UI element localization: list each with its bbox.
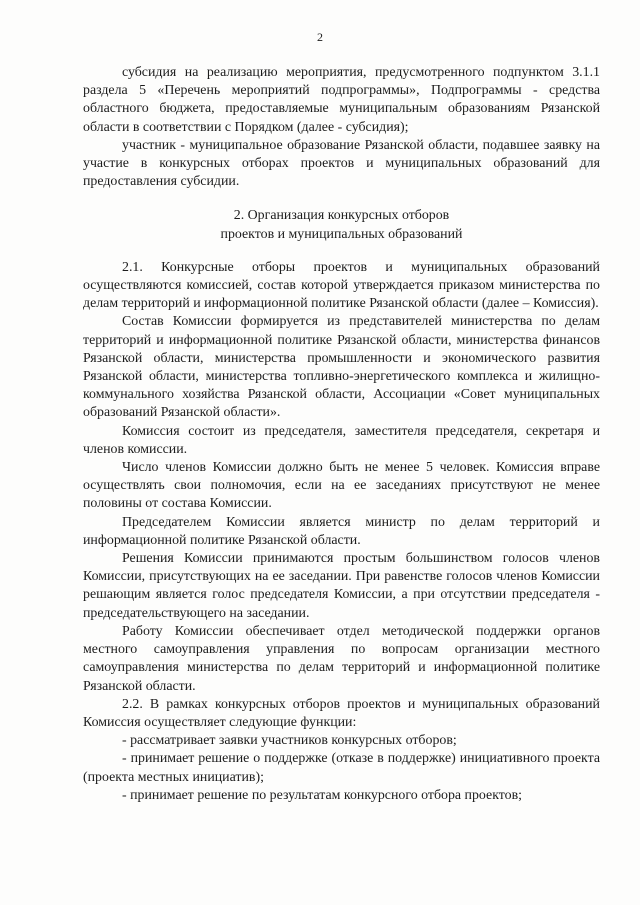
- section-title-line-1: 2. Организация конкурсных отборов: [233, 208, 450, 224]
- document-body: [83, 64, 600, 805]
- section-title-line-2: проектов и муниципальных образований: [220, 226, 463, 242]
- page-number: 2: [317, 30, 323, 44]
- function-item: - рассматривает заявки участников конкурсных отборов;: [122, 733, 457, 749]
- section-heading: [83, 207, 600, 243]
- commission-support: Работу Комиссии обеспечивает отдел методической поддержки органов местного самоуправления управления по вопросам организации местного самоуправления министерства по делам территорий и информационной политике Рязанской области.: [83, 623, 600, 694]
- function-item: - принимает решение по результатам конкурсного отбора проектов;: [122, 787, 523, 803]
- commission-quorum: Число членов Комиссии должно быть не менее 5 человек. Комиссия вправе осуществлять свои полномочия, если на ее заседаниях присутствуют не менее половины от состава Комиссии.: [83, 460, 600, 512]
- commission-chairman: Председателем Комиссии является министр по делам территорий и информационной политике Рязанской области.: [83, 514, 600, 548]
- commission-structure: Комиссия состоит из председателя, заместителя председателя, секретаря и членов комиссии.: [83, 423, 600, 457]
- definition-participant: участник - муниципальное образование Рязанской области, подавшее заявку на участие в конкурсных отборах проектов и муниципальных образований для предоставления субсидии.: [83, 137, 600, 190]
- commission-composition: Состав Комиссии формируется из представителей министерства по делам территорий и информационной политике Рязанской области, министерства финансов Рязанской области, министерства промышленности и экономического развития Рязанской области, министерства топливно-энергетического комплекса и жилищно-коммунального хозяйства Рязанской области, Ассоциации «Совет муниципальных образований Рязанской области».: [83, 314, 600, 421]
- function-item: - принимает решение о поддержке (отказе в поддержке) инициативного проекта (проекта местных инициатив);: [83, 751, 600, 785]
- definition-subsidy: субсидия на реализацию мероприятия, предусмотренного подпунктом 3.1.1 раздела 5 «Перечень мероприятий подпрограммы», Подпрограммы - средства областного бюджета, предоставляемые муниципальным образованиям Рязанской области в соответствии с Порядком (далее - субсидия);: [83, 65, 600, 135]
- clause-2-2: 2.2. В рамках конкурсных отборов проектов и муниципальных образований Комиссия осуществляет следующие функции:: [83, 696, 600, 730]
- commission-decisions: Решения Комиссии принимаются простым большинством голосов членов Комиссии, присутствующих на ее заседании. При равенстве голосов членов Комиссии решающим является голос председателя Комиссии, а при отсутствии председателя - председательствующего на заседании.: [83, 551, 600, 621]
- clause-2-1: 2.1. Конкурсные отборы проектов и муниципальных образований осуществляются комиссией, состав которой утверждается приказом министерства по делам территорий и информационной политике Рязанской области (далее – Комиссия).: [83, 259, 600, 312]
